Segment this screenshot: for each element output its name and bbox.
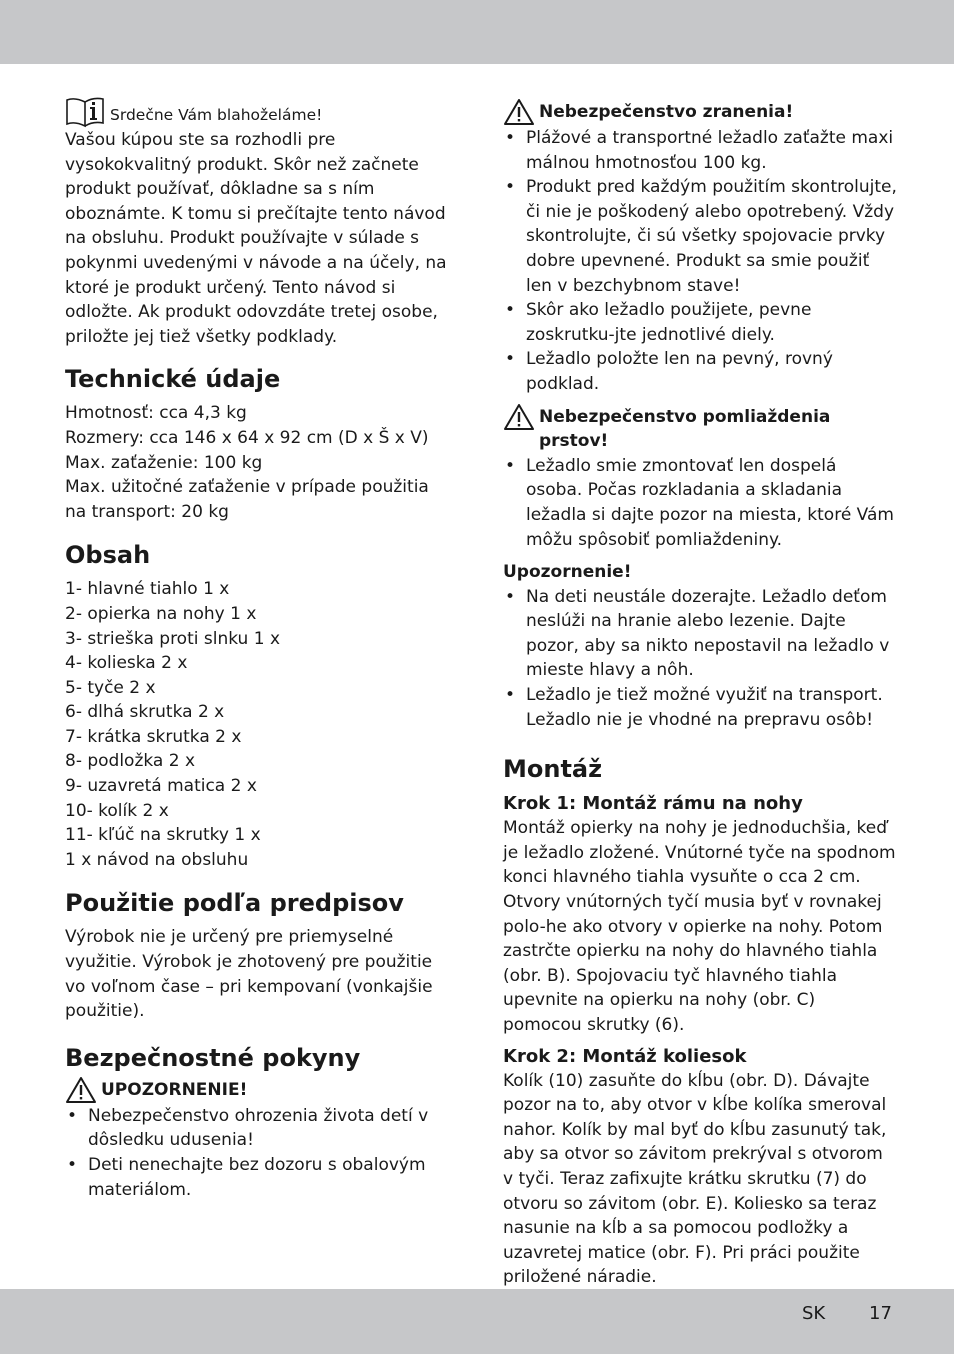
intro-paragraph: Vašou kúpou ste sa rozhodli pre vysokokvalitný produkt. Skôr než začnete produkt používať, dôkladne sa s ním oboznámte. K tomu si prečítajte tento návod na obsluhu. Produkt používajte v súlade s pokynmi uvedenými v návode a na účely, na ktoré je produkt určený. Tento návod si odložte. Ak produkt odovzdáte tretej osobe, priložte jej tiež všetky podklady. <box>65 130 447 347</box>
warning-triangle-icon <box>65 1076 97 1104</box>
contents-item: 5- tyče 2 x <box>65 677 156 698</box>
header-band <box>0 0 954 64</box>
contents-item: 7- krátka skrutka 2 x <box>65 726 242 747</box>
usage-heading: Použitie podľa predpisov <box>65 889 404 918</box>
notice-item: • Na deti neustále dozerajte. Ležadlo deťom neslúži na hranie alebo lezenie. Dajte pozor, aby sa nikto nepostavil na ležadlo v mieste hlavy a nôh. <box>503 585 898 683</box>
spec-dimensions: Rozmery: cca 146 x 64 x 92 cm (D x Š x V) <box>65 427 429 448</box>
spec-weight: Hmotnosť: cca 4,3 kg <box>65 403 247 424</box>
greeting-text: Srdečne Vám blahoželáme! <box>110 106 323 125</box>
warning-triangle-icon <box>503 403 535 431</box>
contents-item: 9- uzavretá matica 2 x <box>65 776 257 797</box>
tech-specs <box>65 401 455 524</box>
spec-transport-load: Max. užitočné zaťaženie v prípade použitia na transport: 20 kg <box>65 477 429 522</box>
footer-page-number: 17 <box>869 1303 892 1324</box>
crush-warning-label: Nebezpečenstvo pomliaždenia prstov! <box>539 406 831 452</box>
intro-greeting-line <box>65 96 455 128</box>
injury-item: • Skôr ako ležadlo použijete, pevne zoskrutku-jte jednotlivé diely. <box>503 298 898 347</box>
safety-heading: Bezpečnostné pokyny <box>65 1043 361 1072</box>
injury-warning-heading <box>503 98 898 126</box>
right-column <box>503 98 898 1290</box>
safety-item: • Deti nenechajte bez dozoru s obalovým materiálom. <box>65 1153 455 1202</box>
crush-item: • Ležadlo smie zmontovať len dospelá osoba. Počas rozkladania a skladania ležadla si dajte pozor na miesta, ktoré Vám môžu spôsobiť pomliaždeniny. <box>503 454 898 552</box>
footer-language-code: SK <box>802 1303 826 1324</box>
read-manual-icon <box>65 96 107 128</box>
step2-heading: Krok 2: Montáž koliesok <box>503 1045 747 1067</box>
notice-item: • Ležadlo je tiež možné využiť na transport. Ležadlo nie je vhodné na prepravu osôb! <box>503 683 898 732</box>
step2-paragraph: Kolík (10) zasuňte do kĺbu (obr. D). Dávajte pozor na to, aby otvor v kĺbe kolíka smeroval nahor. Kolík by mal byť do kĺbu zasunutý tak, aby sa otvor so závitom prekrýval s otvorom v tyči. Teraz zafixujte krátku skrutku (7) do otvoru so závitom (obr. E). Koliesko sa teraz nasunie na kĺb a sa pomocou podložky a uzavretej matice (obr. F). Pri práci použite priložené náradie. <box>503 1070 887 1288</box>
contents-item: 1- hlavné tiahlo 1 x <box>65 579 230 600</box>
injury-warning-label: Nebezpečenstvo zranenia! <box>539 102 794 122</box>
contents-item: 6- dlhá skrutka 2 x <box>65 702 225 723</box>
safety-warning-heading <box>65 1076 455 1104</box>
contents-list <box>65 577 455 872</box>
left-column <box>65 96 455 1202</box>
injury-list <box>503 126 898 397</box>
injury-item: • Ležadlo položte len na pevný, rovný podklad. <box>503 347 898 396</box>
warning-triangle-icon <box>503 98 535 126</box>
safety-list <box>65 1104 455 1202</box>
crush-list <box>503 454 898 552</box>
tech-heading: Technické údaje <box>65 365 281 394</box>
contents-item: 4- kolieska 2 x <box>65 653 188 674</box>
contents-item: 1 x návod na obsluhu <box>65 849 249 870</box>
contents-item: 3- strieška proti slnku 1 x <box>65 628 281 649</box>
notice-heading: Upozornenie! <box>503 562 632 583</box>
contents-item: 11- kľúč na skrutky 1 x <box>65 825 261 846</box>
contents-heading: Obsah <box>65 541 151 570</box>
usage-paragraph: Výrobok nie je určený pre priemyselné využitie. Výrobok je zhotovený pre použitie vo voľnom čase – pri kempovaní (vonkajšie použitie). <box>65 927 433 1022</box>
notice-list <box>503 585 898 733</box>
step1-paragraph: Montáž opierky na nohy je jednoduchšia, keď je ležadlo zložené. Vnútorné tyče na spodnom konci hlavného tiahla vysuňte o cca 2 cm. Otvory vnútorných tyčí musia byť v rovnakej polo-he ako otvory v opierke na nohy. Potom zastrčte opierku na nohy do hlavného tiahla (obr. B). Spojovaciu tyč hlavného tiahla upevnite na opierku na nohy (obr. C) pomocou skrutky (6). <box>503 818 896 1035</box>
contents-item: 2- opierka na nohy 1 x <box>65 603 257 624</box>
crush-warning-heading <box>503 403 898 454</box>
safety-warning-label: UPOZORNENIE! <box>101 1079 248 1100</box>
safety-item: • Nebezpečenstvo ohrozenia života detí v dôsledku udusenia! <box>65 1104 455 1153</box>
spec-max-load: Max. zaťaženie: 100 kg <box>65 452 263 473</box>
assembly-heading: Montáž <box>503 755 603 784</box>
contents-item: 10- kolík 2 x <box>65 800 169 821</box>
injury-item: • Produkt pred každým použitím skontrolujte, či nie je poškodený alebo opotrebený. Vždy skontrolujte, či sú všetky spojovacie prvky dobre upevnené. Produkt sa smie použiť len v bezchybnom stave! <box>503 175 898 298</box>
contents-item: 8- podložka 2 x <box>65 751 196 772</box>
injury-item: • Plážové a transportné ležadlo zaťažte maxi málnou hmotnosťou 100 kg. <box>503 126 898 175</box>
step1-heading: Krok 1: Montáž rámu na nohy <box>503 793 803 815</box>
